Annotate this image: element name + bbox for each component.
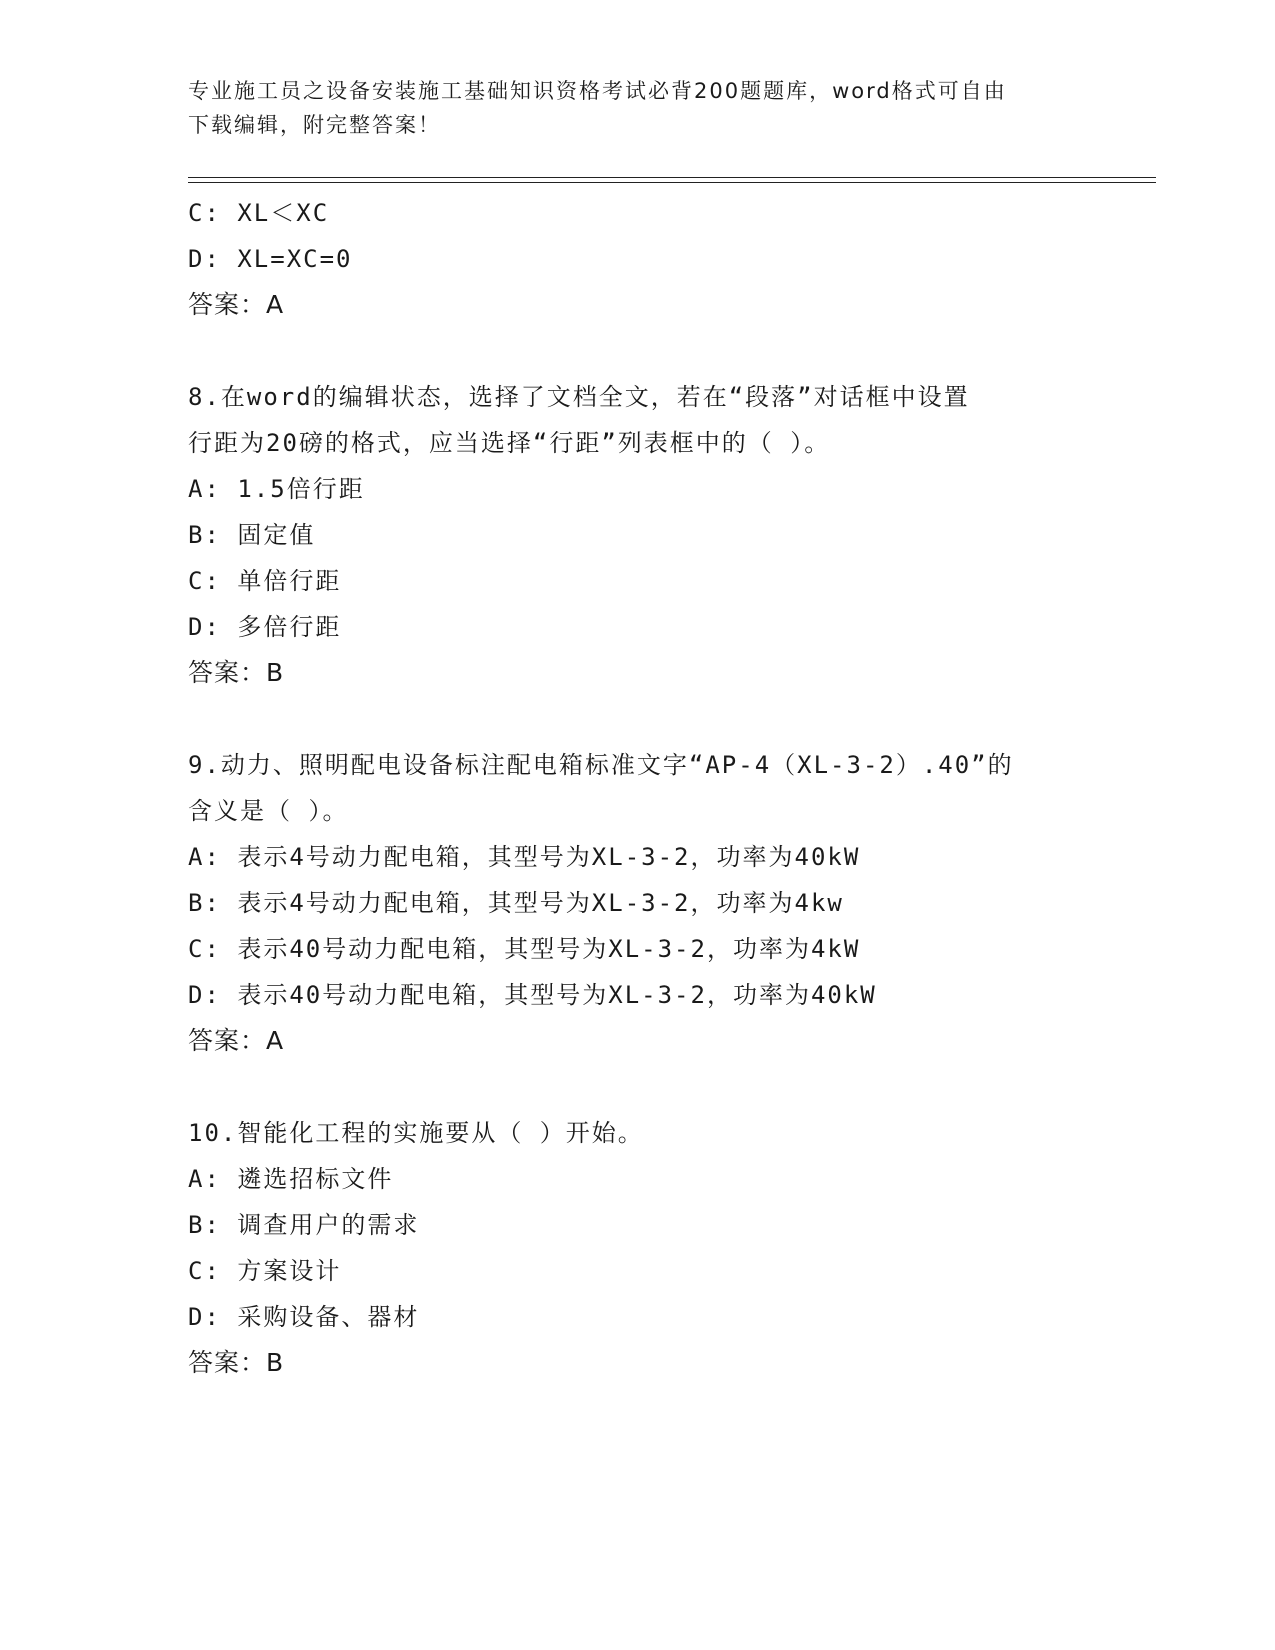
question-list bbox=[188, 190, 1088, 1386]
q10-option-a: A: 遴选招标文件 bbox=[188, 1165, 394, 1193]
q9-option-d: D: 表示40号动力配电箱，其型号为XL-3-2，功率为40kW bbox=[188, 981, 877, 1009]
q10-option-d: D: 采购设备、器材 bbox=[188, 1303, 420, 1331]
q9-option-a: A: 表示4号动力配电箱，其型号为XL-3-2，功率为40kW bbox=[188, 843, 861, 871]
spacer bbox=[188, 1064, 1088, 1110]
prev-option-c: C: XL＜XC bbox=[188, 199, 330, 227]
q10-option-b: B: 调查用户的需求 bbox=[188, 1211, 420, 1239]
q8-option-a: A: 1.5倍行距 bbox=[188, 475, 365, 503]
q10-answer: 答案：B bbox=[188, 1348, 285, 1377]
spacer bbox=[188, 696, 1088, 742]
q9-answer: 答案：A bbox=[188, 1026, 285, 1055]
q8-stem-line1: 8.在word的编辑状态，选择了文档全文，若在“段落”对话框中设置 bbox=[188, 383, 970, 411]
header-title-line1: 专业施工员之设备安装施工基础知识资格考试必背200题题库，word格式可自由 bbox=[188, 79, 1007, 103]
prev-answer: 答案：A bbox=[188, 290, 285, 319]
q10-option-c: C: 方案设计 bbox=[188, 1257, 342, 1285]
q9-stem-line2: 含义是（ ）。 bbox=[188, 797, 349, 825]
q8-stem-line2: 行距为20磅的格式，应当选择“行距”列表框中的（ ）。 bbox=[188, 429, 831, 457]
q8-option-c: C: 单倍行距 bbox=[188, 567, 342, 595]
q8-option-b: B: 固定值 bbox=[188, 521, 316, 549]
spacer bbox=[188, 328, 1088, 374]
q9-stem-line1: 9.动力、照明配电设备标注配电箱标准文字“AP-4（XL-3-2）.40”的 bbox=[188, 751, 1014, 779]
header-title-line2: 下载编辑，附完整答案！ bbox=[188, 113, 441, 137]
prev-option-d: D: XL=XC=0 bbox=[188, 245, 353, 273]
q10-stem-line1: 10.智能化工程的实施要从（ ）开始。 bbox=[188, 1119, 644, 1147]
q9-option-b: B: 表示4号动力配电箱，其型号为XL-3-2，功率为4kw bbox=[188, 889, 844, 917]
header-divider-top bbox=[188, 177, 1156, 178]
q8-option-d: D: 多倍行距 bbox=[188, 613, 342, 641]
q9-option-c: C: 表示40号动力配电箱，其型号为XL-3-2，功率为4kW bbox=[188, 935, 861, 963]
document-header bbox=[188, 74, 1088, 142]
header-divider-bottom bbox=[188, 182, 1156, 183]
q8-answer: 答案：B bbox=[188, 658, 285, 687]
